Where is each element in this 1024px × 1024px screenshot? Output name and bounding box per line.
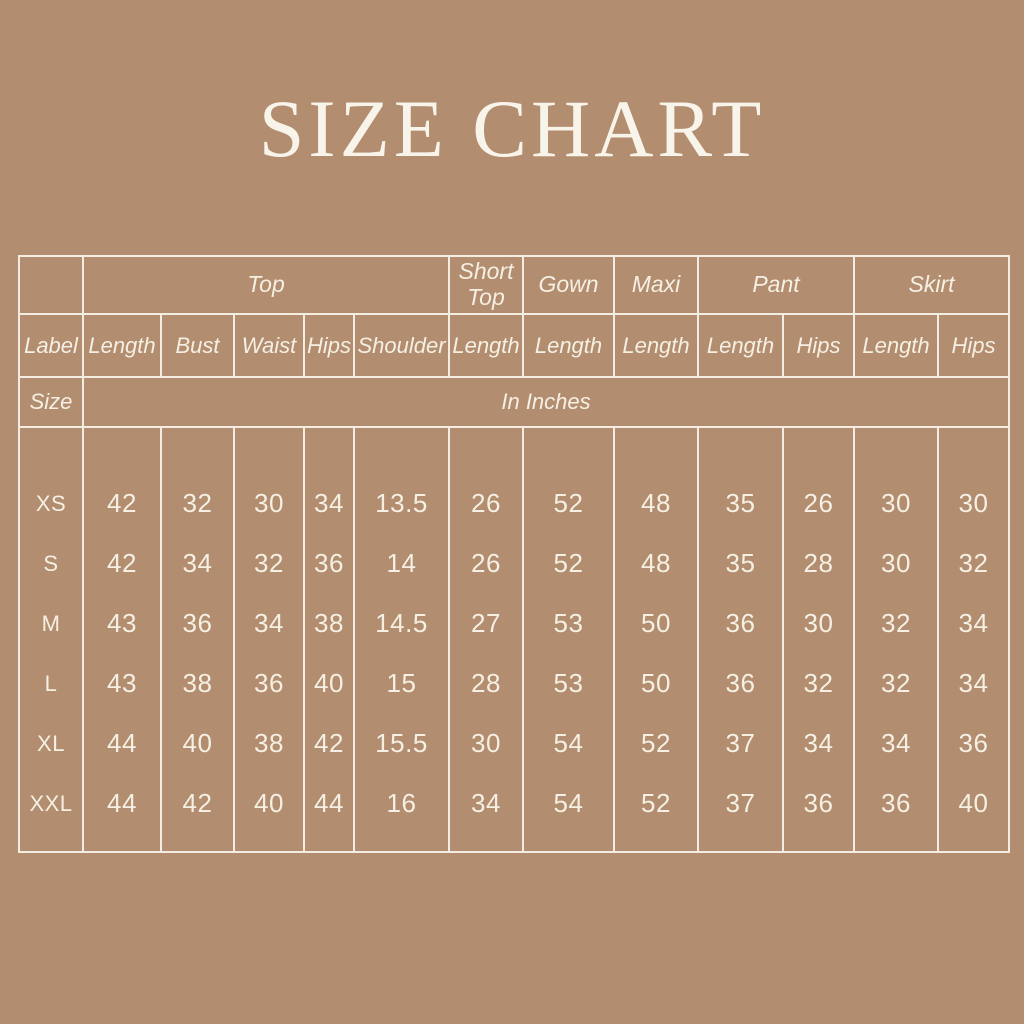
cell-value: 34 xyxy=(958,608,989,638)
column-header-maxi-length: Length xyxy=(614,314,698,377)
column-header-shoulder: Shoulder xyxy=(354,314,449,377)
cell-value: 42 xyxy=(107,548,137,578)
group-header-pant: Pant xyxy=(698,256,854,314)
cell-value: 32 xyxy=(182,488,213,518)
cell-value: 36 xyxy=(182,608,213,638)
cell-value: 26 xyxy=(471,488,501,518)
column-stack xyxy=(524,446,613,834)
values-column xyxy=(698,427,783,852)
cell-value: 40 xyxy=(182,728,213,758)
values-column xyxy=(523,427,614,852)
cell-value: 42 xyxy=(314,728,344,758)
cell-value: 32 xyxy=(881,668,911,698)
group-header-gown: Gown xyxy=(523,256,614,314)
cell-value: 43 xyxy=(107,668,137,698)
cell-value: 28 xyxy=(471,668,501,698)
cell-value: 36 xyxy=(725,668,756,698)
cell-value: 36 xyxy=(803,788,834,818)
column-header-hips: Hips xyxy=(304,314,354,377)
unit-cell: In Inches xyxy=(83,377,1009,427)
cell-value: 35 xyxy=(725,548,756,578)
cell-value: 38 xyxy=(182,668,213,698)
column-stack xyxy=(784,446,853,834)
values-column xyxy=(234,427,304,852)
cell-value: 15.5 xyxy=(375,728,428,758)
cell-value: 40 xyxy=(254,788,284,818)
column-stack xyxy=(355,446,448,834)
cell-value: 30 xyxy=(881,488,911,518)
cell-value: 48 xyxy=(641,488,671,518)
column-header-top-length: Length xyxy=(83,314,161,377)
cell-value: 32 xyxy=(958,548,989,578)
group-header-row xyxy=(19,256,1009,314)
cell-value: 54 xyxy=(553,788,584,818)
column-header-pant-hips: Hips xyxy=(783,314,854,377)
column-stack xyxy=(20,446,82,834)
column-header-row xyxy=(19,314,1009,377)
cell-value: 28 xyxy=(803,548,834,578)
cell-value: 43 xyxy=(107,608,137,638)
cell-value: 15 xyxy=(386,668,417,698)
cell-value: 16 xyxy=(386,788,417,818)
column-stack xyxy=(855,446,937,834)
values-column xyxy=(354,427,449,852)
cell-value: 37 xyxy=(725,728,756,758)
cell-value: 44 xyxy=(107,728,137,758)
cell-value: 27 xyxy=(471,608,501,638)
column-stack xyxy=(162,446,233,834)
size-chart-table xyxy=(18,255,1010,853)
cell-value: 52 xyxy=(641,728,671,758)
size-header-cell: Size xyxy=(19,377,83,427)
cell-value: 37 xyxy=(725,788,756,818)
cell-value: 52 xyxy=(553,488,584,518)
column-stack xyxy=(235,446,303,834)
size-label: L xyxy=(44,670,58,696)
cell-value: 13.5 xyxy=(375,488,428,518)
table-body-row xyxy=(19,427,1009,852)
cell-value: 36 xyxy=(254,668,284,698)
cell-value: 14.5 xyxy=(375,608,428,638)
cell-value: 50 xyxy=(641,608,671,638)
size-label: S xyxy=(43,550,59,576)
group-header-top: Top xyxy=(83,256,449,314)
cell-value: 40 xyxy=(958,788,989,818)
cell-value: 35 xyxy=(725,488,756,518)
values-column xyxy=(161,427,234,852)
values-column xyxy=(783,427,854,852)
size-label: XXL xyxy=(29,790,73,816)
cell-value: 52 xyxy=(641,788,671,818)
column-stack xyxy=(615,446,697,834)
column-header-waist: Waist xyxy=(234,314,304,377)
cell-value: 30 xyxy=(958,488,989,518)
cell-value: 44 xyxy=(314,788,344,818)
cell-value: 38 xyxy=(314,608,344,638)
cell-value: 48 xyxy=(641,548,671,578)
values-column xyxy=(938,427,1009,852)
cell-value: 34 xyxy=(182,548,213,578)
cell-value: 34 xyxy=(471,788,501,818)
size-label-column xyxy=(19,427,83,852)
size-label: M xyxy=(41,610,61,636)
cell-value: 34 xyxy=(803,728,834,758)
group-header-maxi: Maxi xyxy=(614,256,698,314)
cell-value: 34 xyxy=(881,728,911,758)
corner-empty-cell xyxy=(19,256,83,314)
values-column xyxy=(614,427,698,852)
cell-value: 32 xyxy=(254,548,284,578)
cell-value: 30 xyxy=(471,728,501,758)
column-header-skirt-length: Length xyxy=(854,314,938,377)
column-stack xyxy=(305,446,353,834)
column-header-pant-length: Length xyxy=(698,314,783,377)
cell-value: 53 xyxy=(553,608,584,638)
cell-value: 54 xyxy=(553,728,584,758)
cell-value: 32 xyxy=(881,608,911,638)
cell-value: 26 xyxy=(803,488,834,518)
cell-value: 34 xyxy=(314,488,344,518)
cell-value: 50 xyxy=(641,668,671,698)
values-column xyxy=(854,427,938,852)
column-header-label: Label xyxy=(19,314,83,377)
cell-value: 52 xyxy=(553,548,584,578)
column-stack xyxy=(450,446,522,834)
cell-value: 30 xyxy=(803,608,834,638)
cell-value: 26 xyxy=(471,548,501,578)
column-header-bust: Bust xyxy=(161,314,234,377)
unit-row xyxy=(19,377,1009,427)
size-label: XS xyxy=(35,490,67,516)
group-header-short-top: Short Top xyxy=(449,256,523,314)
cell-value: 36 xyxy=(881,788,911,818)
cell-value: 36 xyxy=(314,548,344,578)
column-header-gown-length: Length xyxy=(523,314,614,377)
column-header-short-top-length: Length xyxy=(449,314,523,377)
cell-value: 44 xyxy=(107,788,137,818)
values-column xyxy=(83,427,161,852)
cell-value: 36 xyxy=(725,608,756,638)
cell-value: 14 xyxy=(386,548,417,578)
size-label: XL xyxy=(37,730,65,756)
column-header-skirt-hips: Hips xyxy=(938,314,1009,377)
cell-value: 34 xyxy=(958,668,989,698)
page-title: SIZE CHART xyxy=(258,83,766,174)
cell-value: 34 xyxy=(254,608,284,638)
cell-value: 36 xyxy=(958,728,989,758)
column-stack xyxy=(699,446,782,834)
column-stack xyxy=(84,446,160,834)
group-header-skirt: Skirt xyxy=(854,256,1009,314)
cell-value: 30 xyxy=(881,548,911,578)
cell-value: 53 xyxy=(553,668,584,698)
values-column xyxy=(449,427,523,852)
values-column xyxy=(304,427,354,852)
column-stack xyxy=(939,446,1008,834)
cell-value: 40 xyxy=(314,668,344,698)
cell-value: 42 xyxy=(107,488,137,518)
cell-value: 38 xyxy=(254,728,284,758)
cell-value: 42 xyxy=(182,788,213,818)
cell-value: 32 xyxy=(803,668,834,698)
cell-value: 30 xyxy=(254,488,284,518)
